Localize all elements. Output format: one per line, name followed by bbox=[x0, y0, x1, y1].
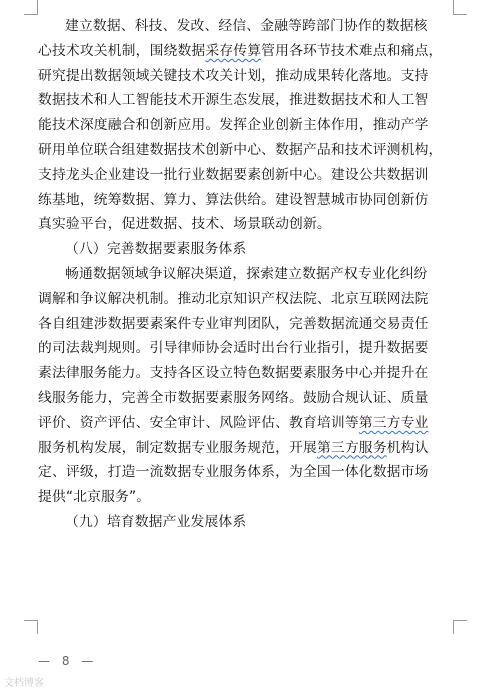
spellcheck-marked-text: 第三方专业 bbox=[358, 414, 429, 431]
line-segment: 评价、资产评估、安全审计、风险评估、教育培训等 bbox=[38, 414, 359, 431]
paragraph-line: 研究提出数据领域关键技术攻关计划，推动成果转化落地。支持 bbox=[38, 67, 429, 84]
spellcheck-marked-text: 第三方服务 bbox=[316, 439, 387, 456]
line-segment: 管用各环节技术难点和痛点， bbox=[261, 42, 443, 59]
crop-mark-bottom-right bbox=[453, 620, 454, 634]
paragraph-line: 能技术深度融合和创新应用。发挥企业创新主体作用，推动产学 bbox=[38, 117, 429, 134]
paragraph-line bbox=[38, 39, 466, 64]
paragraph-line: 线服务能力，完善全市数据要素服务网络。鼓励合规认证、质量 bbox=[38, 389, 429, 406]
crop-mark-top-right bbox=[453, 0, 454, 14]
crop-mark-bottom-left bbox=[37, 620, 38, 634]
crop-mark-bottom-right-h bbox=[453, 620, 467, 621]
crop-mark-bottom-left-h bbox=[24, 620, 38, 621]
paragraph-line: 的司法裁判规则。引导律师协会适时出台行业指引，提升数据要 bbox=[38, 340, 429, 357]
paragraph-line: 素法律服务能力。支持各区设立特色数据要素服务中心并提升在 bbox=[38, 365, 429, 382]
watermark-text: 文档博客 bbox=[4, 678, 44, 689]
paragraph-line: 数据技术和人工智能技术开源生态发展，推进数据技术和人工智 bbox=[38, 92, 429, 109]
line-segment: 心技术攻关机制，围绕数据 bbox=[38, 42, 206, 59]
crop-mark-top-left bbox=[37, 0, 38, 14]
paragraph-line: 研用单位联合组建数据技术创新中心、数据产品和技术评测机构， bbox=[38, 141, 443, 158]
paragraph-line: 真实验平台，促进数据、技术、场景联动创新。 bbox=[38, 216, 331, 233]
paragraph-line: 各自组建涉数据要素案件专业审判团队，完善数据流通交易责任 bbox=[38, 315, 429, 332]
line-segment: 服务机构发展，制定数据专业服务规范，开展 bbox=[38, 439, 317, 456]
paragraph-line: 支持龙头企业建设一批行业数据要素创新中心。建设公共数据训 bbox=[38, 166, 429, 183]
paragraph-line: 畅通数据领域争议解决渠道，探索建立数据产权专业化纠纷 bbox=[65, 265, 428, 282]
paragraph-line bbox=[38, 436, 466, 461]
section-heading-9: （九）培育数据产业发展体系 bbox=[65, 513, 247, 530]
crop-mark-top-left-h bbox=[24, 14, 38, 15]
paragraph-line bbox=[38, 411, 466, 436]
paragraph-line: 调解和争议解决机制。推动北京知识产权法院、北京互联网法院 bbox=[38, 290, 429, 307]
document-body bbox=[38, 14, 466, 535]
paragraph-line: 建立数据、科技、发改、经信、金融等跨部门协作的数据核 bbox=[65, 18, 428, 34]
paragraph-line: 定、评级，打造一流数据专业服务体系，为全国一体化数据市场 bbox=[38, 464, 429, 481]
line-segment: 机构认 bbox=[386, 439, 429, 456]
paragraph-line: 练基地，统筹数据、算力、算法供给。建设智慧城市协同创新仿 bbox=[38, 191, 429, 208]
spellcheck-marked-text: 采存传算 bbox=[205, 42, 262, 59]
paragraph-line: 提供“北京服务”。 bbox=[38, 489, 151, 506]
section-heading-8: （八）完善数据要素服务体系 bbox=[65, 241, 247, 258]
page-number: — 8 — bbox=[38, 654, 98, 668]
